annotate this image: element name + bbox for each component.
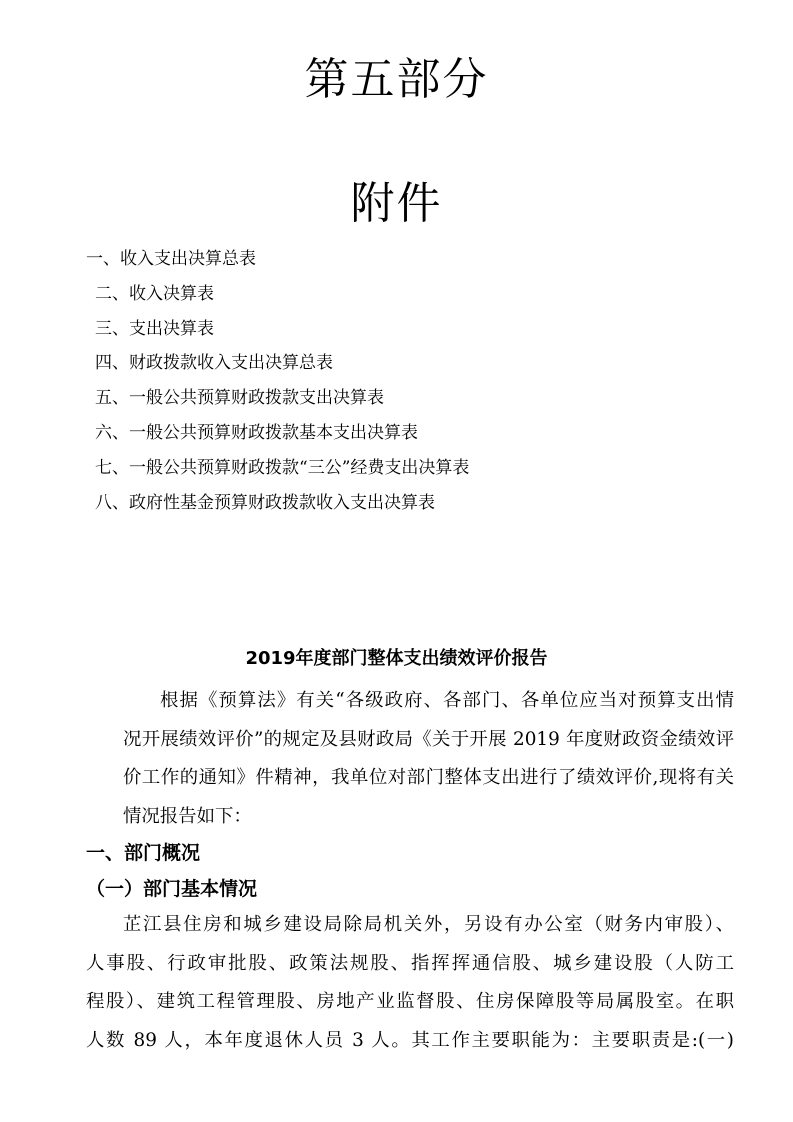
attachment-title: 附件 <box>350 178 443 229</box>
section-heading: 一、部门概况 <box>86 842 201 864</box>
paragraph-line: 人数 89 人，本年度退休人员 3 人。其工作主要职能为：主要职责是:(一) <box>86 1029 734 1051</box>
appendix-item: 二、收入决算表 <box>95 283 214 304</box>
paragraph-line: 芷江县住房和城乡建设局除局机关外，另设有办公室（财务内审股）、 <box>123 914 734 935</box>
appendix-list <box>86 242 469 520</box>
appendix-item: 七、一般公共预算财政拨款“三公”经费支出决算表 <box>95 457 470 478</box>
appendix-item: 六、一般公共预算财政拨款基本支出决算表 <box>95 422 418 443</box>
appendix-item: 八、政府性基金预算财政拨款收入支出决算表 <box>95 492 435 513</box>
paragraph-line: 程股）、建筑工程管理股、房地产业监督股、住房保障股等局属股室。在职 <box>86 991 734 1012</box>
part-title: 第五部分 <box>304 54 489 105</box>
paragraph-line: 人事股、行政审批股、政策法规股、指挥挥通信股、城乡建设股（人防工 <box>86 952 734 974</box>
appendix-item: 四、财政拨款收入支出决算总表 <box>95 353 333 374</box>
department-description-paragraph <box>86 906 734 1060</box>
paragraph-line: 情况报告如下： <box>123 805 252 827</box>
subsection-heading: （一）部门基本情况 <box>86 878 258 900</box>
paragraph-line: 况开展绩效评价”的规定及县财政局《关于开展 2019 年度财政资金绩效评 <box>123 728 734 750</box>
appendix-item: 一、收入支出决算总表 <box>86 249 256 269</box>
paragraph-line: 价工作的通知》件精神，我单位对部门整体支出进行了绩效评价,现将有关 <box>123 767 734 788</box>
paragraph-line: 根据《预算法》有关“各级政府、各部门、各单位应当对预算支出情 <box>160 690 734 711</box>
report-title: 2019年度部门整体支出绩效评价报告 <box>245 648 548 669</box>
appendix-item: 三、支出决算表 <box>95 318 214 339</box>
appendix-item: 五、一般公共预算财政拨款支出决算表 <box>95 388 384 409</box>
intro-paragraph <box>86 682 734 836</box>
